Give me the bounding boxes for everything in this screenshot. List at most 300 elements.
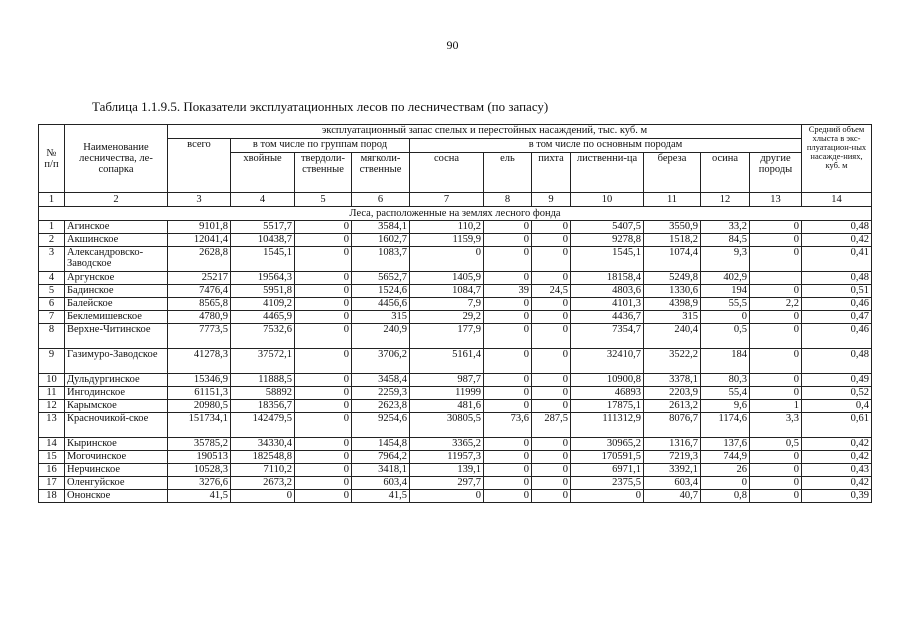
value-cell: 297,7 (410, 477, 484, 490)
value-cell: 0 (532, 387, 571, 400)
value-cell: 1405,9 (410, 272, 484, 285)
value-cell: 33,2 (701, 221, 750, 234)
value-cell: 0 (532, 451, 571, 464)
forestry-name-cell: Аргунское (65, 272, 168, 285)
value-cell: 1074,4 (644, 247, 701, 272)
value-cell: 0,41 (802, 247, 872, 272)
value-cell: 603,4 (644, 477, 701, 490)
value-cell: 3706,2 (352, 349, 410, 374)
value-cell: 55,5 (701, 298, 750, 311)
value-cell: 40,7 (644, 490, 701, 503)
value-cell: 0 (484, 464, 532, 477)
table-row (39, 374, 872, 387)
value-cell: 0,39 (802, 490, 872, 503)
value-cell: 151734,1 (168, 413, 231, 438)
value-cell: 1 (750, 400, 802, 413)
value-cell: 1159,9 (410, 234, 484, 247)
forestry-name-cell: Беклемишевское (65, 311, 168, 324)
value-cell: 0 (295, 387, 352, 400)
table-row (39, 247, 872, 272)
value-cell: 0 (295, 490, 352, 503)
value-cell: 0 (295, 247, 352, 272)
value-cell: 9254,6 (352, 413, 410, 438)
value-cell: 137,6 (701, 438, 750, 451)
row-number-cell: 8 (39, 324, 65, 349)
value-cell: 7964,2 (352, 451, 410, 464)
value-cell: 0 (295, 477, 352, 490)
value-cell: 15346,9 (168, 374, 231, 387)
value-cell: 2623,8 (352, 400, 410, 413)
value-cell: 4803,6 (571, 285, 644, 298)
value-cell: 10528,3 (168, 464, 231, 477)
value-cell: 4436,7 (571, 311, 644, 324)
forestry-name-cell: Оленгуйское (65, 477, 168, 490)
value-cell: 0 (484, 374, 532, 387)
value-cell: 7773,5 (168, 324, 231, 349)
value-cell: 0 (532, 311, 571, 324)
value-cell: 0 (295, 400, 352, 413)
value-cell: 4101,3 (571, 298, 644, 311)
value-cell: 3584,1 (352, 221, 410, 234)
value-cell: 0,42 (802, 438, 872, 451)
column-number: 12 (701, 193, 750, 207)
value-cell: 5951,8 (231, 285, 295, 298)
value-cell: 111312,9 (571, 413, 644, 438)
header-aspen: осина (701, 153, 750, 193)
table-row (39, 464, 872, 477)
value-cell: 3276,6 (168, 477, 231, 490)
row-number-cell: 1 (39, 221, 65, 234)
row-number-cell: 4 (39, 272, 65, 285)
value-cell: 0,43 (802, 464, 872, 477)
row-number-cell: 11 (39, 387, 65, 400)
value-cell: 2613,2 (644, 400, 701, 413)
value-cell: 1316,7 (644, 438, 701, 451)
value-cell: 1545,1 (571, 247, 644, 272)
value-cell: 287,5 (532, 413, 571, 438)
value-cell: 0,48 (802, 349, 872, 374)
value-cell: 0,49 (802, 374, 872, 387)
value-cell: 3392,1 (644, 464, 701, 477)
value-cell: 7110,2 (231, 464, 295, 477)
value-cell: 0 (750, 311, 802, 324)
value-cell: 4109,2 (231, 298, 295, 311)
row-number-cell: 18 (39, 490, 65, 503)
value-cell: 61151,3 (168, 387, 231, 400)
value-cell: 10900,8 (571, 374, 644, 387)
value-cell: 0,61 (802, 413, 872, 438)
value-cell: 0,42 (802, 234, 872, 247)
value-cell: 0 (295, 221, 352, 234)
value-cell: 0 (484, 451, 532, 464)
value-cell: 35785,2 (168, 438, 231, 451)
row-number-cell: 17 (39, 477, 65, 490)
value-cell: 0 (295, 349, 352, 374)
forestry-name-cell: Верхне-Читинское (65, 324, 168, 349)
value-cell: 80,3 (701, 374, 750, 387)
forestry-name-cell: Бадинское (65, 285, 168, 298)
value-cell: 0 (750, 285, 802, 298)
value-cell: 744,9 (701, 451, 750, 464)
value-cell: 4398,9 (644, 298, 701, 311)
forestry-name-cell: Дульдургинское (65, 374, 168, 387)
value-cell: 1545,1 (231, 247, 295, 272)
header-total: всего (168, 139, 231, 193)
value-cell: 0,48 (802, 272, 872, 285)
value-cell: 0 (532, 477, 571, 490)
value-cell: 0 (701, 311, 750, 324)
value-cell: 29,2 (410, 311, 484, 324)
value-cell: 402,9 (701, 272, 750, 285)
table-row (39, 490, 872, 503)
value-cell: 0,42 (802, 477, 872, 490)
table-row (39, 438, 872, 451)
value-cell: 0,47 (802, 311, 872, 324)
value-cell: 315 (352, 311, 410, 324)
value-cell: 0,46 (802, 324, 872, 349)
value-cell: 177,9 (410, 324, 484, 349)
value-cell: 0 (701, 477, 750, 490)
value-cell: 1174,6 (701, 413, 750, 438)
value-cell: 39 (484, 285, 532, 298)
value-cell: 73,6 (484, 413, 532, 438)
value-cell: 3522,2 (644, 349, 701, 374)
value-cell: 0 (295, 298, 352, 311)
value-cell: 0 (750, 221, 802, 234)
value-cell: 3378,1 (644, 374, 701, 387)
row-number-cell: 10 (39, 374, 65, 387)
value-cell: 194 (701, 285, 750, 298)
column-number: 3 (168, 193, 231, 207)
table-caption: Таблица 1.1.9.5. Показатели эксплуатационных лесов по лесничествам (по запасу) (92, 99, 549, 114)
column-number: 11 (644, 193, 701, 207)
value-cell: 0 (231, 490, 295, 503)
value-cell: 26 (701, 464, 750, 477)
value-cell: 24,5 (532, 285, 571, 298)
value-cell: 1518,2 (644, 234, 701, 247)
value-cell: 0 (532, 438, 571, 451)
row-number-cell: 12 (39, 400, 65, 413)
value-cell: 603,4 (352, 477, 410, 490)
value-cell: 110,2 (410, 221, 484, 234)
value-cell: 41,5 (168, 490, 231, 503)
value-cell: 0 (532, 247, 571, 272)
column-number: 4 (231, 193, 295, 207)
value-cell: 0 (410, 490, 484, 503)
header-pine: сосна (410, 153, 484, 193)
value-cell: 0 (484, 438, 532, 451)
value-cell: 1330,6 (644, 285, 701, 298)
value-cell: 0 (295, 374, 352, 387)
value-cell: 84,5 (701, 234, 750, 247)
value-cell: 184 (701, 349, 750, 374)
value-cell: 0 (532, 374, 571, 387)
value-cell: 0 (750, 477, 802, 490)
value-cell: 0 (571, 490, 644, 503)
row-number-cell: 6 (39, 298, 65, 311)
value-cell: 1524,6 (352, 285, 410, 298)
value-cell: 3365,2 (410, 438, 484, 451)
table-row (39, 451, 872, 464)
table-row (39, 324, 872, 349)
row-number-cell: 2 (39, 234, 65, 247)
value-cell: 142479,5 (231, 413, 295, 438)
table-row (39, 234, 872, 247)
value-cell: 8565,8 (168, 298, 231, 311)
value-cell: 30965,2 (571, 438, 644, 451)
value-cell: 0 (484, 324, 532, 349)
value-cell: 5652,7 (352, 272, 410, 285)
value-cell: 0,42 (802, 451, 872, 464)
column-number: 2 (65, 193, 168, 207)
value-cell: 4780,9 (168, 311, 231, 324)
header-larch: лиственни-ца (571, 153, 644, 193)
column-number: 8 (484, 193, 532, 207)
row-number-cell: 14 (39, 438, 65, 451)
value-cell: 0 (532, 234, 571, 247)
value-cell: 0 (532, 349, 571, 374)
value-cell: 34330,4 (231, 438, 295, 451)
value-cell: 0,48 (802, 221, 872, 234)
value-cell: 11957,3 (410, 451, 484, 464)
value-cell: 0 (484, 387, 532, 400)
value-cell: 0 (295, 272, 352, 285)
column-number: 9 (532, 193, 571, 207)
header-by-groups: в том числе по группам пород (231, 139, 410, 153)
value-cell: 9,3 (701, 247, 750, 272)
value-cell: 0 (532, 400, 571, 413)
value-cell: 182548,8 (231, 451, 295, 464)
forestry-name-cell: Балейское (65, 298, 168, 311)
value-cell: 240,4 (644, 324, 701, 349)
value-cell: 0 (484, 311, 532, 324)
value-cell: 0 (532, 272, 571, 285)
row-number-cell: 9 (39, 349, 65, 374)
value-cell: 0 (750, 464, 802, 477)
value-cell: 0 (750, 374, 802, 387)
value-cell: 0 (484, 234, 532, 247)
value-cell: 0 (532, 221, 571, 234)
value-cell: 0,4 (802, 400, 872, 413)
table-row (39, 311, 872, 324)
value-cell: 0 (532, 464, 571, 477)
header-hardwood: твердоли-ственные (295, 153, 352, 193)
value-cell: 20980,5 (168, 400, 231, 413)
value-cell: 0 (484, 247, 532, 272)
value-cell: 0 (750, 234, 802, 247)
value-cell: 5249,8 (644, 272, 701, 285)
table-row (39, 400, 872, 413)
value-cell: 139,1 (410, 464, 484, 477)
value-cell: 0,52 (802, 387, 872, 400)
value-cell: 32410,7 (571, 349, 644, 374)
value-cell: 2375,5 (571, 477, 644, 490)
value-cell: 37572,1 (231, 349, 295, 374)
value-cell: 30805,5 (410, 413, 484, 438)
value-cell: 315 (644, 311, 701, 324)
forestry-name-cell: Красночикой-ское (65, 413, 168, 438)
value-cell: 7219,3 (644, 451, 701, 464)
value-cell: 0 (484, 221, 532, 234)
value-cell: 0 (750, 349, 802, 374)
value-cell: 17875,1 (571, 400, 644, 413)
value-cell: 9101,8 (168, 221, 231, 234)
value-cell: 4465,9 (231, 311, 295, 324)
value-cell: 2203,9 (644, 387, 701, 400)
row-number-cell: 3 (39, 247, 65, 272)
value-cell: 0,8 (701, 490, 750, 503)
header-spruce: ель (484, 153, 532, 193)
forestry-name-cell: Акшинское (65, 234, 168, 247)
value-cell: 1084,7 (410, 285, 484, 298)
value-cell: 0 (295, 438, 352, 451)
value-cell: 7,9 (410, 298, 484, 311)
value-cell: 55,4 (701, 387, 750, 400)
column-number: 6 (352, 193, 410, 207)
value-cell: 0 (295, 464, 352, 477)
value-cell: 8076,7 (644, 413, 701, 438)
value-cell: 3458,4 (352, 374, 410, 387)
header-average-stem-volume: Средний объем хлыста в экс-плуатацион-ных насажде-ниях, куб. м (802, 125, 872, 193)
row-number-cell: 5 (39, 285, 65, 298)
table-row (39, 285, 872, 298)
value-cell: 0 (295, 234, 352, 247)
header-forestry-name: Наименование лесничества, ле-сопарка (65, 125, 168, 193)
value-cell: 5407,5 (571, 221, 644, 234)
value-cell: 0 (410, 247, 484, 272)
value-cell: 0 (750, 387, 802, 400)
value-cell (750, 272, 802, 285)
page-number: 90 (446, 38, 459, 52)
value-cell: 7476,4 (168, 285, 231, 298)
forestry-name-cell: Могочинское (65, 451, 168, 464)
value-cell: 0,5 (750, 438, 802, 451)
value-cell: 481,6 (410, 400, 484, 413)
value-cell: 0 (750, 324, 802, 349)
value-cell: 58892 (231, 387, 295, 400)
column-numbers-row (39, 193, 872, 207)
value-cell: 0 (484, 272, 532, 285)
row-number-cell: 16 (39, 464, 65, 477)
header-by-species: в том числе по основным породам (410, 139, 802, 153)
value-cell: 987,7 (410, 374, 484, 387)
value-cell: 0,5 (701, 324, 750, 349)
section-title: Леса, расположенные на землях лесного фонда (39, 207, 872, 221)
row-number-cell: 13 (39, 413, 65, 438)
table-row (39, 272, 872, 285)
value-cell: 5161,4 (410, 349, 484, 374)
value-cell: 46893 (571, 387, 644, 400)
forestry-name-cell: Карымское (65, 400, 168, 413)
value-cell: 2673,2 (231, 477, 295, 490)
value-cell: 0 (484, 490, 532, 503)
value-cell: 11999 (410, 387, 484, 400)
column-number: 10 (571, 193, 644, 207)
value-cell: 240,9 (352, 324, 410, 349)
value-cell: 0 (750, 451, 802, 464)
value-cell: 6971,1 (571, 464, 644, 477)
value-cell: 0 (295, 413, 352, 438)
value-cell: 5517,7 (231, 221, 295, 234)
value-cell: 0 (532, 490, 571, 503)
table-row (39, 413, 872, 438)
value-cell: 0 (532, 298, 571, 311)
value-cell: 41278,3 (168, 349, 231, 374)
column-number: 14 (802, 193, 872, 207)
forestry-name-cell: Ингодинское (65, 387, 168, 400)
value-cell: 0 (532, 324, 571, 349)
value-cell: 0 (484, 477, 532, 490)
value-cell: 0,51 (802, 285, 872, 298)
value-cell: 0 (295, 285, 352, 298)
forestry-name-cell: Ононское (65, 490, 168, 503)
value-cell: 3418,1 (352, 464, 410, 477)
table-row (39, 221, 872, 234)
value-cell: 1602,7 (352, 234, 410, 247)
value-cell: 4456,6 (352, 298, 410, 311)
value-cell: 9,6 (701, 400, 750, 413)
value-cell: 170591,5 (571, 451, 644, 464)
value-cell: 0,46 (802, 298, 872, 311)
value-cell: 0 (295, 324, 352, 349)
column-number: 7 (410, 193, 484, 207)
value-cell: 3550,9 (644, 221, 701, 234)
table-row (39, 387, 872, 400)
value-cell: 0 (484, 349, 532, 374)
value-cell: 2628,8 (168, 247, 231, 272)
header-row-number: № п/п (39, 125, 65, 193)
forestry-name-cell: Александровско-Заводское (65, 247, 168, 272)
forestry-name-cell: Кыринское (65, 438, 168, 451)
value-cell: 19564,3 (231, 272, 295, 285)
row-number-cell: 15 (39, 451, 65, 464)
value-cell: 0 (295, 451, 352, 464)
table-row (39, 477, 872, 490)
value-cell: 1083,7 (352, 247, 410, 272)
value-cell: 7532,6 (231, 324, 295, 349)
table-row (39, 349, 872, 374)
column-number: 1 (39, 193, 65, 207)
table-row (39, 298, 872, 311)
value-cell: 18356,7 (231, 400, 295, 413)
header-birch: береза (644, 153, 701, 193)
value-cell: 18158,4 (571, 272, 644, 285)
value-cell: 0 (295, 311, 352, 324)
row-number-cell: 7 (39, 311, 65, 324)
value-cell: 2,2 (750, 298, 802, 311)
value-cell: 0 (484, 400, 532, 413)
column-number: 13 (750, 193, 802, 207)
forestry-name-cell: Нерчинское (65, 464, 168, 477)
value-cell: 2259,3 (352, 387, 410, 400)
value-cell: 1454,8 (352, 438, 410, 451)
value-cell: 10438,7 (231, 234, 295, 247)
value-cell: 9278,8 (571, 234, 644, 247)
value-cell: 0 (750, 247, 802, 272)
value-cell: 190513 (168, 451, 231, 464)
value-cell: 11888,5 (231, 374, 295, 387)
value-cell: 41,5 (352, 490, 410, 503)
value-cell: 25217 (168, 272, 231, 285)
forestry-name-cell: Газимуро-Заводское (65, 349, 168, 374)
header-operational-stock: эксплуатационный запас спелых и перестойных насаждений, тыс. куб. м (168, 125, 802, 139)
value-cell: 0 (484, 298, 532, 311)
header-softwood: мягколи-ственные (352, 153, 410, 193)
forestry-name-cell: Агинское (65, 221, 168, 234)
header-other: другие породы (750, 153, 802, 193)
forest-stock-table (38, 124, 872, 503)
value-cell: 3,3 (750, 413, 802, 438)
